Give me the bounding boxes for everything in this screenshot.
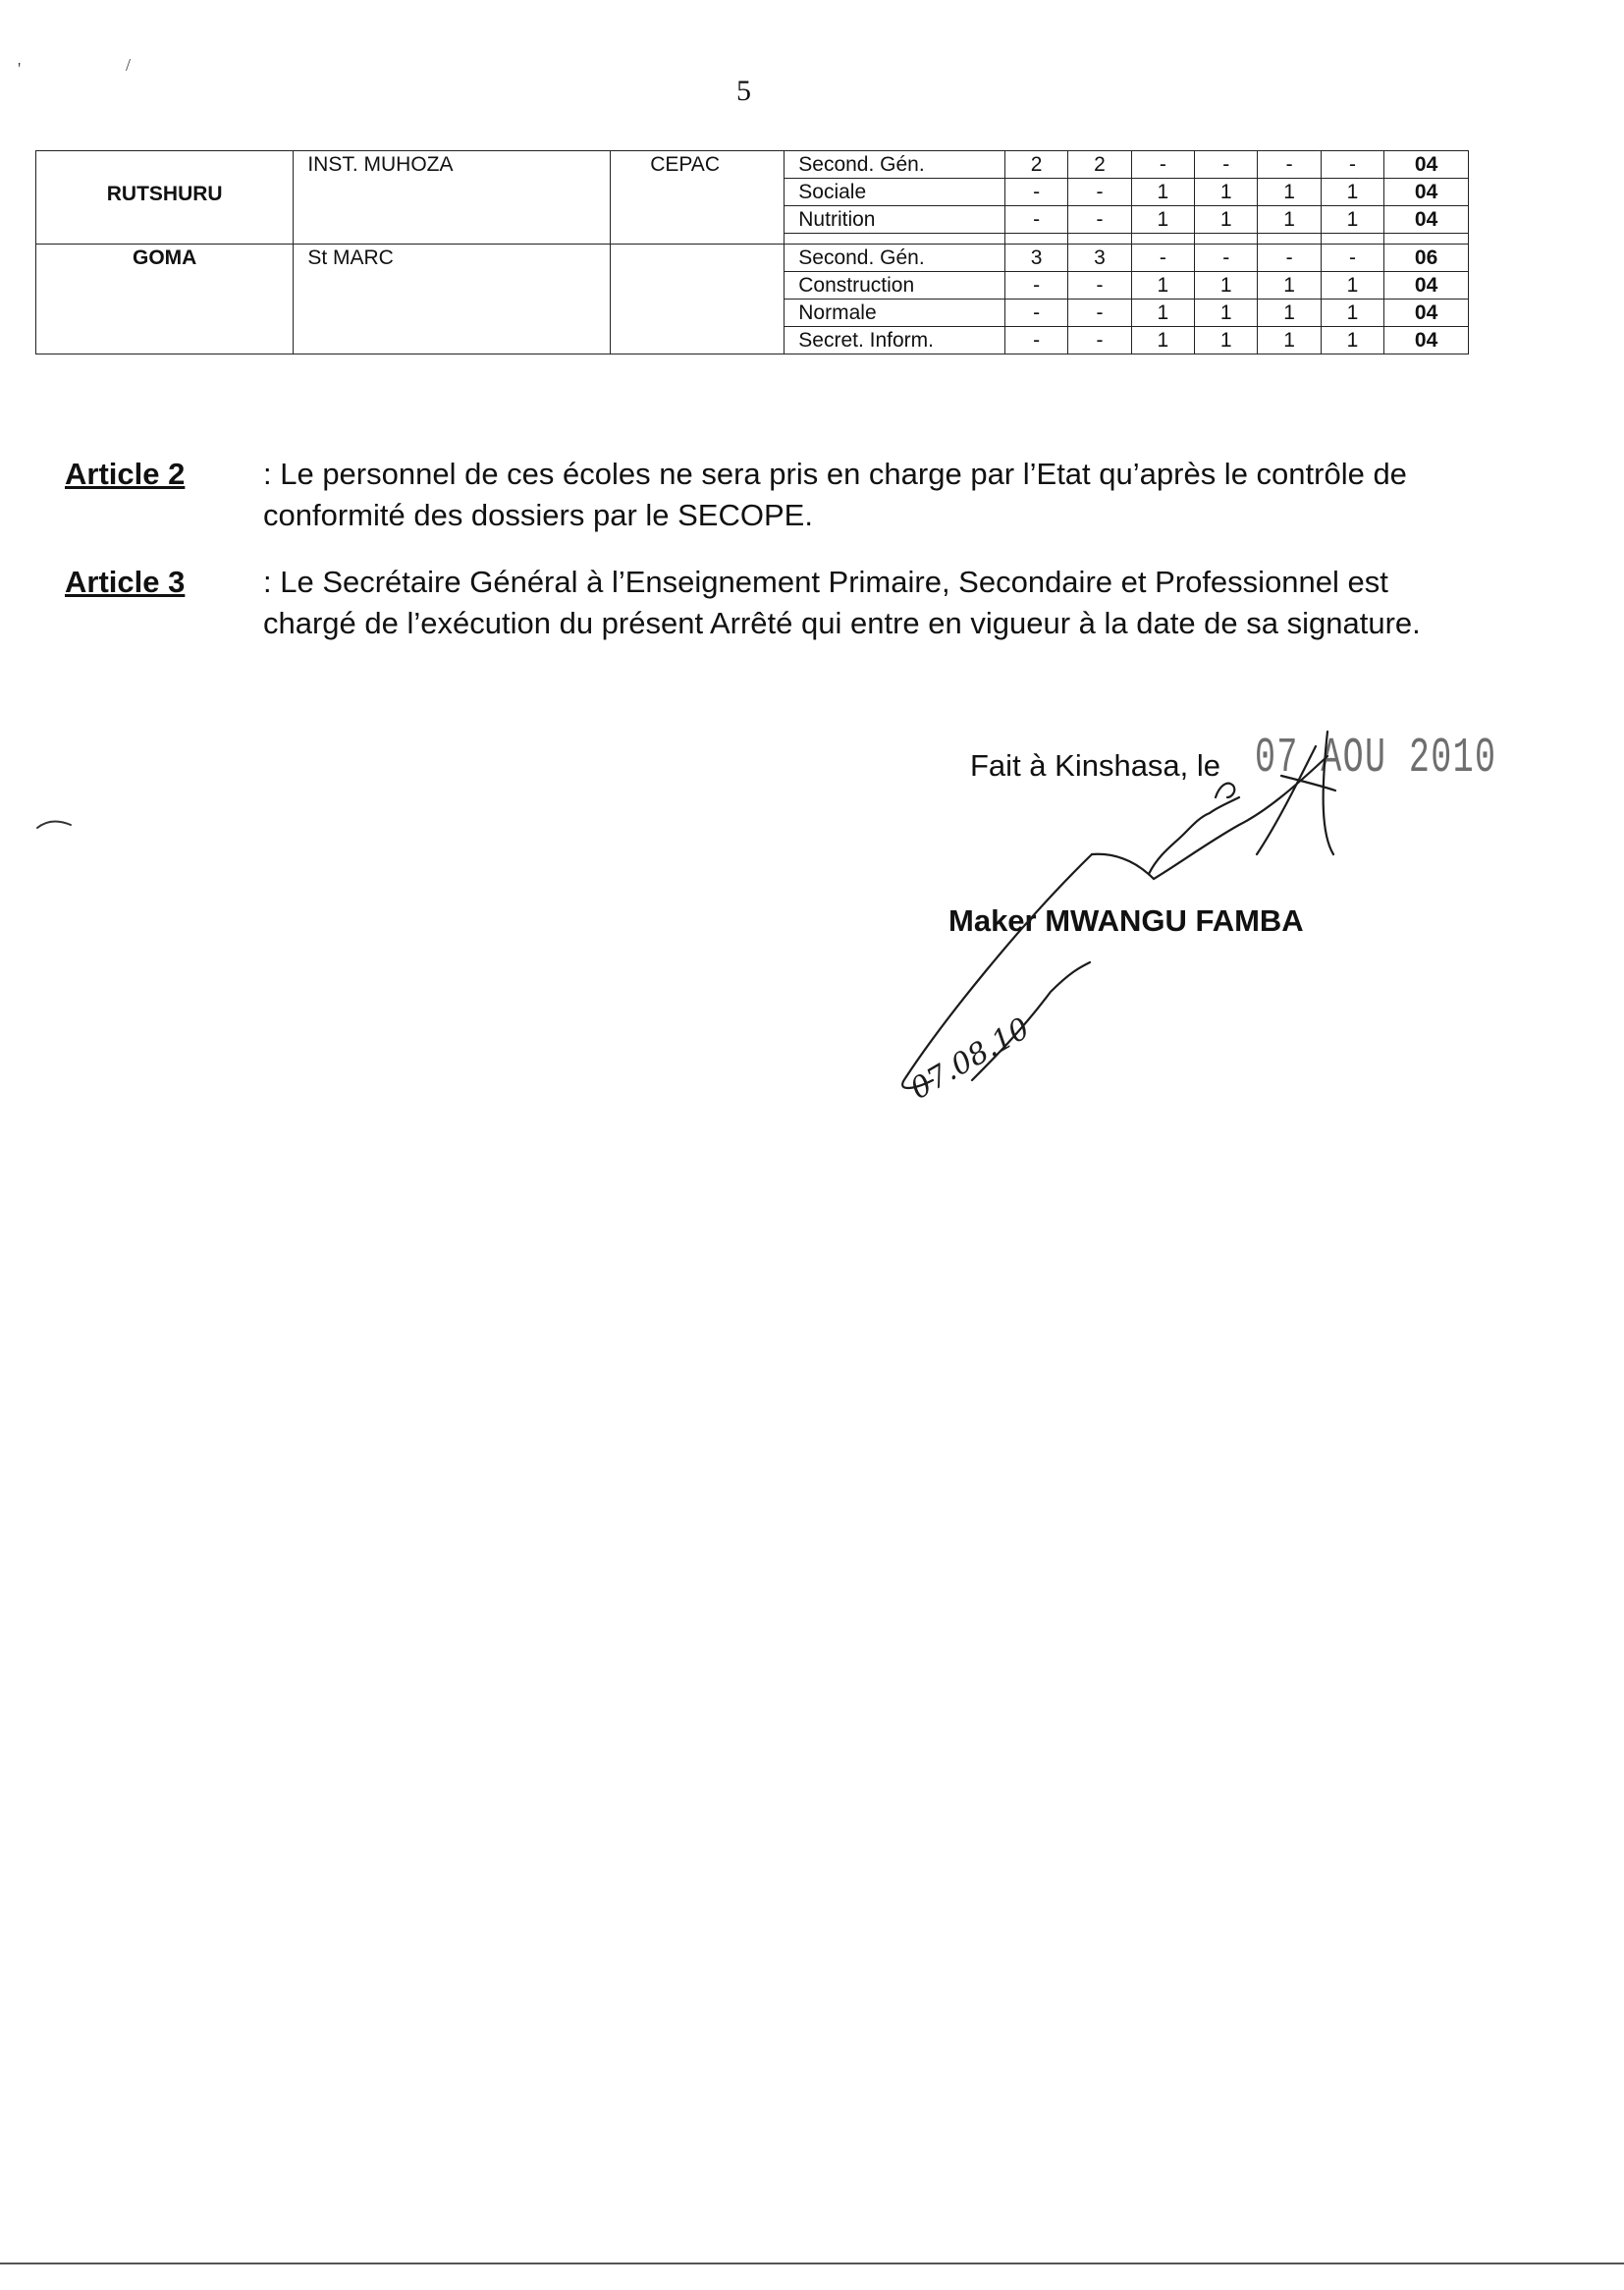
class-count-cell: - <box>1068 327 1131 354</box>
class-count-cell: - <box>1321 245 1383 272</box>
corner-mark-right: / <box>126 55 132 75</box>
school-cell: INST. MUHOZA <box>294 151 611 245</box>
class-count-cell: 1 <box>1321 272 1383 300</box>
class-count-cell: - <box>1258 245 1321 272</box>
total-cell: 04 <box>1384 272 1469 300</box>
class-count-cell: 1 <box>1321 327 1383 354</box>
class-count-cell: 1 <box>1195 300 1258 327</box>
section-cell: Sociale <box>785 179 1005 206</box>
article-text: : Le Secrétaire Général à l’Enseignement Primaire, Secondaire et Professionnel est chargé de l’exécution du présent Arrêté qui entre en vigueur à la date de sa signature. <box>263 565 1421 640</box>
article-label: Article 3 <box>65 565 186 599</box>
article-text: : Le personnel de ces écoles ne sera pris en charge par l’Etat qu’après le contrôle de conformité des dossiers par le SECOPE. <box>263 457 1407 532</box>
class-count-cell: 1 <box>1131 272 1194 300</box>
class-count-cell: - <box>1004 179 1067 206</box>
class-count-cell: - <box>1195 245 1258 272</box>
page-bottom-rule <box>0 2263 1624 2264</box>
school-cell: St MARC <box>294 245 611 354</box>
page-number: 5 <box>736 75 751 107</box>
class-count-cell: 1 <box>1321 179 1383 206</box>
class-count-cell: 1 <box>1131 179 1194 206</box>
class-count-cell: 1 <box>1195 272 1258 300</box>
class-count-cell: - <box>1004 272 1067 300</box>
section-cell: Normale <box>785 300 1005 327</box>
province-cell: GOMA <box>36 245 294 354</box>
class-count-cell: 1 <box>1195 327 1258 354</box>
corner-mark-left: ' <box>18 59 22 79</box>
class-count-cell: 1 <box>1258 206 1321 234</box>
class-count-cell: 1 <box>1258 272 1321 300</box>
section-cell: Nutrition <box>785 206 1005 234</box>
class-count-cell: 1 <box>1258 327 1321 354</box>
total-cell: 06 <box>1384 245 1469 272</box>
class-count-cell: 3 <box>1004 245 1067 272</box>
class-count-cell: - <box>1004 300 1067 327</box>
network-cell: CEPAC <box>611 151 785 245</box>
class-count-cell: 3 <box>1068 245 1131 272</box>
section-cell: Secret. Inform. <box>785 327 1005 354</box>
total-cell: 04 <box>1384 327 1469 354</box>
class-count-cell: 1 <box>1131 327 1194 354</box>
class-count-cell: 1 <box>1321 300 1383 327</box>
class-count-cell: 2 <box>1004 151 1067 179</box>
section-cell: Construction <box>785 272 1005 300</box>
class-count-cell: 1 <box>1321 206 1383 234</box>
class-count-cell: 1 <box>1258 300 1321 327</box>
class-count-cell: - <box>1195 151 1258 179</box>
class-count-cell: - <box>1068 272 1131 300</box>
class-count-cell: - <box>1068 206 1131 234</box>
class-count-cell: - <box>1068 179 1131 206</box>
class-count-cell: 1 <box>1195 179 1258 206</box>
class-count-cell: - <box>1258 151 1321 179</box>
total-cell: 04 <box>1384 151 1469 179</box>
date-stamp: 07 AOU 2010 <box>1255 731 1497 787</box>
section-cell: Second. Gén. <box>785 245 1005 272</box>
handwritten-date: 07.08.10 <box>904 1010 1036 1107</box>
section-cell: Second. Gén. <box>785 151 1005 179</box>
place-and-date-line: Fait à Kinshasa, le <box>970 748 1221 783</box>
total-cell: 04 <box>1384 300 1469 327</box>
signatory-name: Maker MWANGU FAMBA <box>948 903 1304 938</box>
class-count-cell: 1 <box>1195 206 1258 234</box>
class-count-cell: 1 <box>1131 206 1194 234</box>
class-count-cell: - <box>1131 151 1194 179</box>
class-count-cell: - <box>1004 206 1067 234</box>
province-cell: RUTSHURU <box>36 151 294 245</box>
class-count-cell: 2 <box>1068 151 1131 179</box>
class-count-cell: - <box>1068 300 1131 327</box>
total-cell: 04 <box>1384 206 1469 234</box>
total-cell: 04 <box>1384 179 1469 206</box>
class-count-cell: 1 <box>1258 179 1321 206</box>
class-count-cell: - <box>1131 245 1194 272</box>
class-count-cell: - <box>1321 151 1383 179</box>
class-count-cell: 1 <box>1131 300 1194 327</box>
article-label: Article 2 <box>65 457 186 491</box>
class-count-cell: - <box>1004 327 1067 354</box>
